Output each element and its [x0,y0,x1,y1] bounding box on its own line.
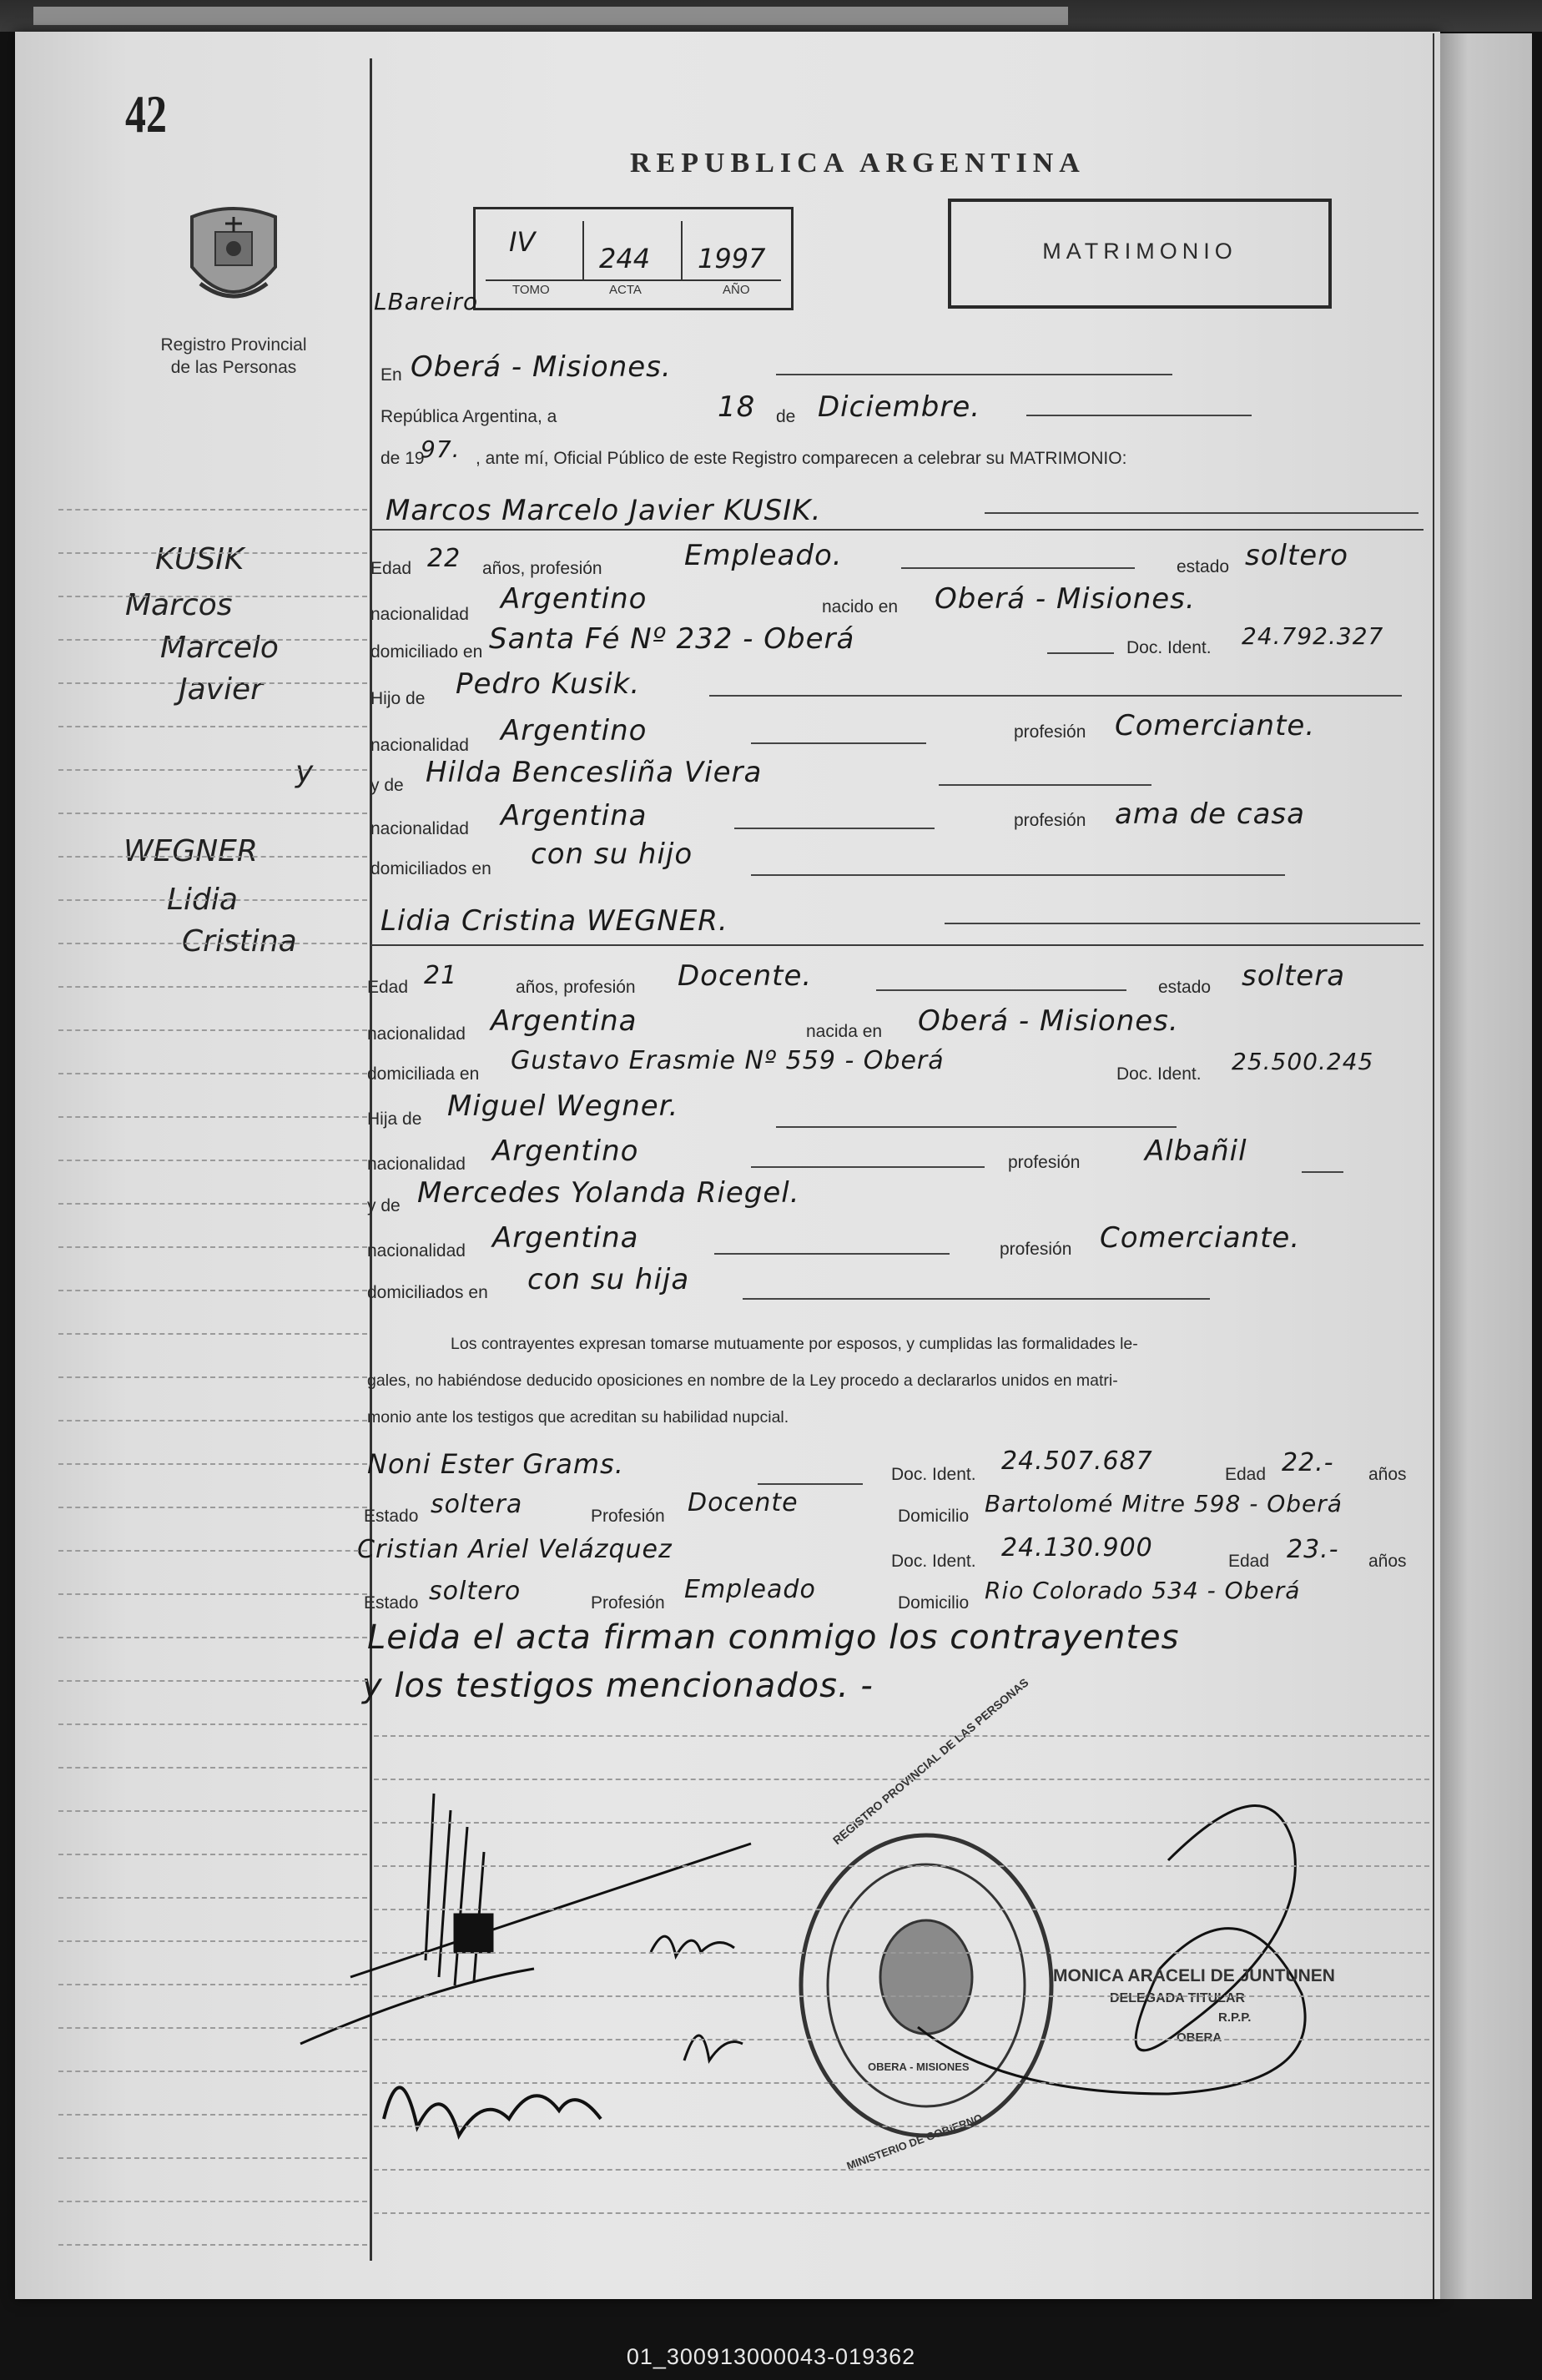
bride-father-nationality: Argentino [492,1135,639,1168]
margin-ruled-line [58,1333,367,1335]
witness1-name: Noni Ester Grams. [367,1448,624,1480]
closing-line-1: Leida el acta firman conmigo los contrayentes [367,1618,1180,1657]
bride-age: 21 [424,961,458,990]
margin-ruled-line [58,596,367,597]
registry-round-seal-icon [801,1835,1051,2136]
groom-mother-profession: ama de casa [1115,798,1305,831]
witness2-edad-label: Edad [1228,1552,1270,1571]
bride-mother-prof-label: profesión [1000,1240,1072,1259]
registrar-initials: LBareiro [374,288,479,315]
groom-mother-prof-label: profesión [1014,811,1086,830]
witness2-doc: 24.130.900 [1001,1533,1153,1562]
margin-ruled-line [58,1073,367,1074]
witness2-anos-label: años [1368,1552,1407,1571]
republica-label: República Argentina, a [380,407,557,426]
margin-surname-groom: KUSIK [155,542,244,576]
registry-label-line1: Registro Provincial [160,335,307,355]
margin-ruled-line [58,769,367,771]
groom-doc-label: Doc. Ident. [1126,638,1212,657]
bride-hija-label: Hija de [367,1109,422,1129]
bride-signature-icon [384,2087,601,2136]
record-type: MATRIMONIO [1042,239,1237,264]
margin-ruled-line [58,726,367,727]
margin-ruled-line [58,1029,367,1031]
groom-anos-label: años, profesión [482,559,602,578]
bride-father: Miguel Wegner. [447,1089,679,1123]
groom-father: Pedro Kusik. [456,667,641,701]
bride-estado: soltera [1242,959,1346,993]
margin-ruled-line [58,2114,367,2116]
margin-ruled-line [58,1680,367,1682]
groom-nationality: Argentino [501,582,648,616]
bride-anos-label: años, profesión [516,978,636,997]
official-stamp-role: DELEGADA TITULAR [1110,1991,1246,2005]
scan-top-strip [0,0,1542,32]
groom-nacido-label: nacido en [822,597,899,616]
witness2-profession: Empleado [684,1575,816,1604]
act-reference-box [473,207,794,310]
margin-ruled-line [58,1940,367,1942]
official-stamp-office: R.P.P. [1218,2010,1252,2025]
declaration-line-2: gales, no habiéndose deducido oposiciones en nombre de la Ley procedo a declararlos unidos en matri- [367,1371,1118,1390]
witness1-profession: Docente [688,1488,799,1517]
bride-mother: Mercedes Yolanda Riegel. [417,1176,800,1210]
witness1-edad-label: Edad [1225,1465,1267,1484]
bride-father-profession: Albañil [1145,1135,1247,1168]
bride-mother-profession: Comerciante. [1100,1221,1301,1255]
margin-ruled-line [58,509,367,511]
margin-ruled-line [58,1507,367,1508]
month: Diciembre. [818,390,981,424]
en-label: En [380,365,402,385]
witness1-dom-label: Domicilio [898,1507,970,1526]
groom-estado-label: estado [1177,557,1230,576]
margin-given-4: Lidia [167,883,238,917]
witness1-domicile: Bartolomé Mitre 598 - Oberá [985,1490,1343,1517]
witness2-prof-label: Profesión [591,1593,665,1613]
margin-ruled-line [58,1723,367,1725]
groom-name: Marcos Marcelo Javier KUSIK. [386,494,822,527]
scan-file-code: 01_300913000043-019362 [626,2344,916,2369]
body-ruled-line [374,1822,1429,1824]
margin-ruled-line [58,2027,367,2029]
margin-ruled-line [58,1854,367,1855]
seal-outer-text: REGISTRO PROVINCIAL DE LAS PERSONAS [829,1675,1031,1848]
closing-line-2: y los testigos mencionados. - [362,1667,874,1705]
margin-given-3: Javier [179,672,263,707]
margin-ruled-line [58,552,367,554]
groom-father-prof-label: profesión [1014,722,1086,742]
bride-doc-label: Doc. Ident. [1116,1064,1202,1084]
bride-profession: Docente. [678,959,813,993]
tomo-label: TOMO [512,283,550,297]
registry-label [134,334,334,379]
margin-given-5: Cristina [182,924,297,959]
groom-mother-nationality: Argentina [501,799,648,833]
margin-surname-bride: WEGNER [123,834,258,868]
official-stamp-name: MONICA ARACELI DE JUNTUNEN [1053,1966,1335,1985]
registry-seal-icon [184,200,284,317]
year-prefix: de 19 [380,449,425,468]
groom-nac-label: nacionalidad [370,605,469,624]
margin-ruled-line [58,1160,367,1161]
groom-doc: 24.792.327 [1242,622,1384,650]
groom-father-nac-label: nacionalidad [370,736,469,755]
de-label: de [776,407,796,426]
groom-mother-nac-label: nacionalidad [370,819,469,838]
groom-signature-icon [300,1794,751,2044]
witness2-estado: soltero [429,1577,522,1606]
bride-doc: 25.500.245 [1232,1048,1374,1075]
body-ruled-line [374,1865,1429,1867]
groom-birthplace: Oberá - Misiones. [935,582,1196,616]
margin-ruled-line [58,2157,367,2159]
bride-mother-nationality: Argentina [492,1221,639,1255]
acta-value: 244 [599,243,651,274]
registry-label-line2: de las Personas [170,358,297,377]
witness2-domicile: Rio Colorado 534 - Oberá [985,1577,1301,1604]
groom-parents-dom-label: domiciliados en [370,859,491,878]
body-ruled-line [374,2212,1429,2214]
seal-bottom-text: MINISTERIO DE GOBIERNO [844,2111,985,2172]
margin-ruled-line [58,639,367,641]
groom-estado: soltero [1245,539,1348,572]
margin-ruled-line [58,1376,367,1378]
bride-parents-dom-label: domiciliados en [367,1283,488,1302]
body-ruled-line [374,1779,1429,1780]
margin-ruled-line [58,986,367,988]
witness1-doc: 24.507.687 [1001,1447,1153,1476]
margin-ruled-line [58,2244,367,2246]
record-type-box [948,199,1332,309]
witness2-age: 23.- [1287,1535,1339,1564]
declaration-line-1: Los contrayentes expresan tomarse mutuamente por esposos, y cumplidas las formalidades le- [451,1335,1138,1353]
body-ruled-line [374,1735,1429,1737]
bride-dom-label: domiciliada en [367,1064,480,1084]
witness1-doc-label: Doc. Ident. [891,1465,976,1484]
margin-ruled-line [58,2201,367,2202]
bride-father-nac-label: nacionalidad [367,1155,466,1174]
witness2-estado-label: Estado [364,1593,419,1613]
margin-ruled-line [58,1463,367,1465]
official-stamp-city: OBERA [1177,2030,1222,2045]
margin-ruled-line [58,1593,367,1595]
margin-ruled-line [58,1203,367,1205]
bride-nacida-label: nacida en [806,1022,883,1041]
bride-domicile: Gustavo Erasmie Nº 559 - Oberá [511,1046,945,1075]
margin-ruled-line [58,899,367,901]
groom-father-profession: Comerciante. [1115,709,1316,742]
margin-ruled-line [58,1420,367,1421]
margin-ruled-line [58,1897,367,1899]
groom-yde-label: y de [370,776,404,795]
margin-ruled-line [58,813,367,814]
margin-ruled-line [58,682,367,684]
bride-nac-label: nacionalidad [367,1024,466,1044]
witness1-prof-label: Profesión [591,1507,665,1526]
bride-parents-domicile: con su hija [527,1263,690,1296]
body-ruled-line [374,2039,1429,2040]
margin-ruled-line [58,1810,367,1812]
body-ruled-line [374,2169,1429,2171]
bride-mother-nac-label: nacionalidad [367,1241,466,1260]
page-number: 42 [125,84,167,143]
seal-inner-text: OBERA - MISIONES [868,2060,970,2073]
intro-statement: , ante mí, Oficial Público de este Registro comparecen a celebrar su MATRIMONIO: [476,449,1127,468]
witness2-dom-label: Domicilio [898,1593,970,1613]
bride-father-prof-label: profesión [1008,1153,1081,1172]
next-page-edge [1440,33,1532,2299]
ano-value: 1997 [698,243,766,274]
witness1-age: 22.- [1282,1448,1334,1477]
margin-conjunction: y [295,755,314,789]
bride-name: Lidia Cristina WEGNER. [380,904,728,938]
acta-label: ACTA [609,283,642,297]
year-suffix: 97. [421,435,461,463]
right-rule [1433,33,1434,2299]
bride-birthplace: Oberá - Misiones. [918,1004,1179,1038]
page-title: REPUBLICA ARGENTINA [630,148,1086,179]
body-ruled-line [374,1995,1429,1997]
witness2-doc-label: Doc. Ident. [891,1552,976,1571]
witness1-anos-label: años [1368,1465,1407,1484]
bride-estado-label: estado [1158,978,1212,997]
groom-profession: Empleado. [684,539,843,572]
margin-ruled-line [58,1984,367,1985]
groom-edad-label: Edad [370,559,412,578]
witness1-estado-label: Estado [364,1507,419,1526]
margin-ruled-line [58,1767,367,1769]
body-ruled-line [374,1909,1429,1910]
margin-ruled-line [58,2071,367,2072]
groom-mother: Hilda Bencesliña Viera [426,756,763,789]
place: Oberá - Misiones. [411,350,672,384]
tomo-value: IV [509,226,536,258]
bride-nationality: Argentina [491,1004,637,1038]
day: 18 [718,390,756,424]
ano-label: AÑO [723,283,750,297]
body-ruled-line [374,1952,1429,1954]
witness1-estado: soltera [431,1490,523,1519]
groom-age: 22 [427,544,461,573]
bride-yde-label: y de [367,1196,401,1215]
witness2-name: Cristian Ariel Velázquez [357,1535,673,1564]
margin-ruled-line [58,1637,367,1638]
margin-ruled-line [58,1116,367,1118]
groom-domicile: Santa Fé Nº 232 - Oberá [489,622,855,656]
margin-ruled-line [58,943,367,944]
margin-given-2: Marcelo [160,631,279,665]
groom-hijo-label: Hijo de [370,689,426,708]
bride-edad-label: Edad [367,978,409,997]
declaration-line-3: monio ante los testigos que acreditan su habilidad nupcial. [367,1408,789,1426]
margin-ruled-line [58,1290,367,1291]
groom-father-nationality: Argentino [501,714,648,747]
body-ruled-line [374,2082,1429,2084]
groom-dom-label: domiciliado en [370,642,483,662]
groom-parents-domicile: con su hijo [531,838,693,871]
margin-given-1: Marcos [125,588,233,622]
margin-ruled-line [58,1550,367,1552]
margin-ruled-line [58,856,367,858]
body-ruled-line [374,2126,1429,2127]
margin-ruled-line [58,1246,367,1248]
